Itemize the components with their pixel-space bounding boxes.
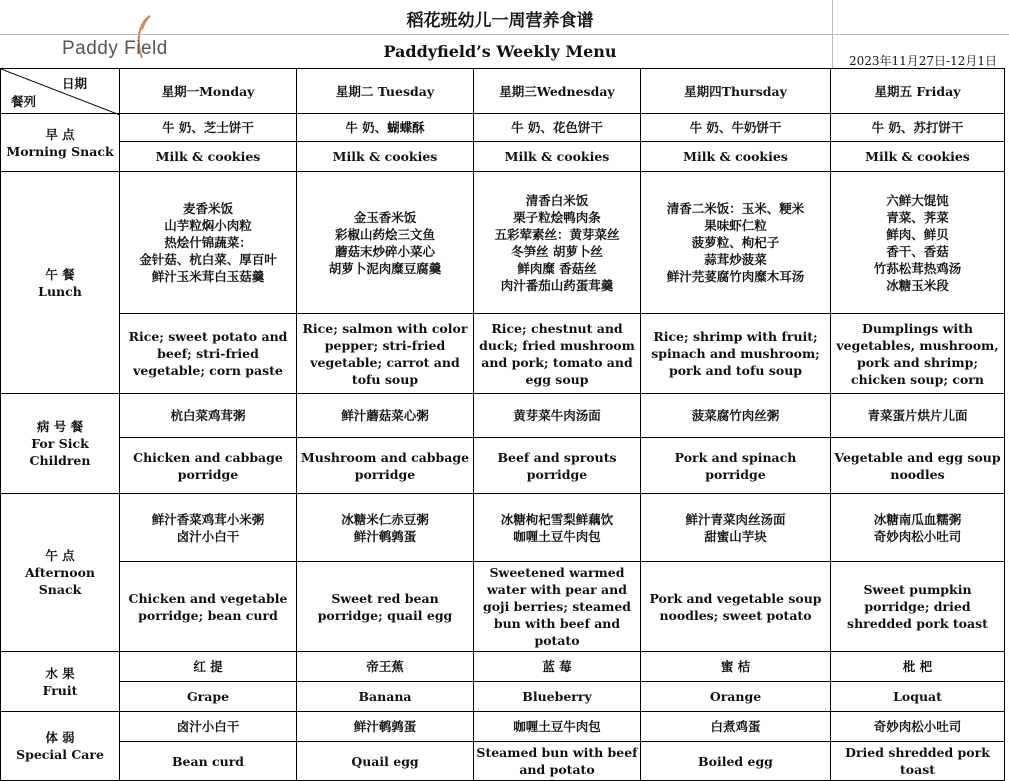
special-care-row bbox=[1, 712, 1005, 742]
menu-item-chinese: 奇妙肉松小吐司 bbox=[831, 712, 1005, 742]
menu-item-chinese: 清香二米饭：玉米、粳米 果味虾仁粒 菠萝粒、枸杞子 蒜茸炒菠菜 鲜汁芫荽腐竹肉糜木耳汤 bbox=[641, 172, 831, 314]
menu-item-english: Mushroom and cabbage porridge bbox=[297, 438, 474, 494]
day-header: 星期四Thursday bbox=[641, 69, 831, 114]
day-header: 星期五 Friday bbox=[831, 69, 1005, 114]
meal-label-chinese: 午 点 bbox=[45, 548, 75, 563]
day-header-row bbox=[1, 69, 1005, 114]
meal-label-chinese: 病 号 餐 bbox=[36, 419, 84, 434]
menu-item-english: Beef and sprouts porridge bbox=[474, 438, 641, 494]
menu-item-english: Milk & cookies bbox=[641, 142, 831, 172]
menu-item-english: Pork and vegetable soup noodles; sweet potato bbox=[641, 562, 831, 652]
meal-label-english: Special Care bbox=[16, 747, 104, 762]
lunch-row bbox=[1, 172, 1005, 314]
menu-item-chinese: 冰糖南瓜血糯粥 奇妙肉松小吐司 bbox=[831, 494, 1005, 562]
meal-label-chinese: 午 餐 bbox=[45, 266, 75, 282]
menu-item-chinese: 黄芽菜牛肉汤面 bbox=[474, 394, 641, 438]
menu-item-english: Chicken and vegetable porridge; bean curd bbox=[120, 562, 297, 652]
menu-item-english: Boiled egg bbox=[641, 742, 831, 781]
menu-item-chinese: 鲜汁蘑菇菜心粥 bbox=[297, 394, 474, 438]
menu-title-chinese: 稻花班幼儿一周营养食谱 bbox=[406, 11, 594, 31]
meal-label-cell bbox=[1, 652, 120, 712]
menu-item-english: Loquat bbox=[831, 682, 1005, 712]
menu-item-chinese: 鲜汁香菜鸡茸小米粥 卤汁小白干 bbox=[120, 494, 297, 562]
meal-label-cell bbox=[1, 114, 120, 172]
menu-item-english: Sweet pumpkin porridge; dried shredded pork toast bbox=[831, 562, 1005, 652]
meal-axis-label: 餐列 bbox=[11, 94, 37, 109]
menu-item-chinese: 冰糖米仁赤豆粥 鲜汁鹌鹑蛋 bbox=[297, 494, 474, 562]
fruit-row bbox=[1, 652, 1005, 682]
special-care-english-row bbox=[1, 742, 1005, 781]
menu-item-chinese: 青菜蛋片烘片儿面 bbox=[831, 394, 1005, 438]
menu-item-chinese: 牛 奶、芝士饼干 bbox=[120, 114, 297, 142]
meal-label-cell bbox=[1, 394, 120, 494]
menu-item-chinese: 牛 奶、苏打饼干 bbox=[831, 114, 1005, 142]
menu-item-english: Quail egg bbox=[297, 742, 474, 781]
menu-item-chinese: 杭白菜鸡茸粥 bbox=[120, 394, 297, 438]
day-header: 星期三Wednesday bbox=[474, 69, 641, 114]
afternoon-snack-english-row bbox=[1, 562, 1005, 652]
menu-item-english: Milk & cookies bbox=[120, 142, 297, 172]
menu-item-chinese: 蜜 桔 bbox=[641, 652, 831, 682]
menu-item-english: Orange bbox=[641, 682, 831, 712]
menu-item-chinese: 帝王蕉 bbox=[297, 652, 474, 682]
morning-snack-row bbox=[1, 114, 1005, 142]
menu-item-english: Rice; sweet potato and beef; stri-fried vegetable; corn paste bbox=[120, 314, 297, 394]
fruit-english-row bbox=[1, 682, 1005, 712]
menu-item-chinese: 六鲜大馄饨 青菜、荠菜 鲜肉、鲜贝 香干、香菇 竹荪松茸热鸡汤 冰糖玉米段 bbox=[831, 172, 1005, 314]
meal-label-english: Lunch bbox=[38, 283, 82, 299]
menu-item-chinese: 蓝 莓 bbox=[474, 652, 641, 682]
menu-item-english: Rice; chestnut and duck; fried mushroom and pork; tomato and egg soup bbox=[474, 314, 641, 394]
menu-item-english: Pork and spinach porridge bbox=[641, 438, 831, 494]
menu-item-english: Grape bbox=[120, 682, 297, 712]
menu-item-chinese: 清香白米饭 栗子粒烩鸭肉条 五彩荤素丝：黄芽菜丝 冬笋丝 胡萝卜丝 鲜肉糜 香菇丝 肉汁番茄山药蛋茸羹 bbox=[474, 172, 641, 314]
paddy-field-logo bbox=[56, 12, 186, 64]
sick-children-english-row bbox=[1, 438, 1005, 494]
date-range: 2023年11月27日-12月1日 bbox=[848, 54, 997, 68]
header-column-divider bbox=[832, 0, 833, 68]
sick-children-row bbox=[1, 394, 1005, 438]
menu-item-chinese: 鲜汁鹌鹑蛋 bbox=[297, 712, 474, 742]
meal-label-english: Fruit bbox=[42, 682, 78, 698]
menu-item-chinese: 牛 奶、牛奶饼干 bbox=[641, 114, 831, 142]
meal-label-chinese: 水 果 bbox=[45, 665, 75, 681]
menu-item-english: Bean curd bbox=[120, 742, 297, 781]
menu-item-english: Dried shredded pork toast bbox=[831, 742, 1005, 781]
logo-text: Paddy Field bbox=[62, 38, 168, 59]
menu-item-english: Vegetable and egg soup noodles bbox=[831, 438, 1005, 494]
menu-item-chinese: 菠菜腐竹肉丝粥 bbox=[641, 394, 831, 438]
day-header: 星期二 Tuesday bbox=[297, 69, 474, 114]
meal-label-cell bbox=[1, 172, 120, 394]
date-axis-label: 日期 bbox=[61, 76, 87, 91]
lunch-english-row bbox=[1, 314, 1005, 394]
morning-snack-english-row bbox=[1, 142, 1005, 172]
menu-item-english: Chicken and cabbage porridge bbox=[120, 438, 297, 494]
menu-item-english: Rice; shrimp with fruit; spinach and mushroom; pork and tofu soup bbox=[641, 314, 831, 394]
menu-item-english: Sweet red bean porridge; quail egg bbox=[297, 562, 474, 652]
menu-item-english: Rice; salmon with color pepper; stri-fried vegetable; carrot and tofu soup bbox=[297, 314, 474, 394]
header-divider bbox=[0, 34, 1009, 35]
menu-item-chinese: 红 提 bbox=[120, 652, 297, 682]
menu-item-english: Sweetened warmed water with pear and goji berries; steamed bun with beef and potato bbox=[474, 562, 641, 652]
meal-label-english: For Sick Children bbox=[29, 436, 91, 468]
meal-label-chinese: 体 弱 bbox=[45, 730, 75, 745]
meal-label-chinese: 早 点 bbox=[45, 126, 75, 142]
menu-header bbox=[0, 0, 1009, 68]
menu-item-english: Milk & cookies bbox=[297, 142, 474, 172]
weekly-menu-table bbox=[0, 68, 1005, 781]
day-header: 星期一Monday bbox=[120, 69, 297, 114]
menu-item-chinese: 卤汁小白干 bbox=[120, 712, 297, 742]
meal-label-cell bbox=[1, 494, 120, 652]
meal-label-english: Afternoon Snack bbox=[24, 565, 96, 597]
menu-item-english: Steamed bun with beef and potato bbox=[474, 742, 641, 781]
meal-label-english: Morning Snack bbox=[6, 143, 114, 159]
menu-title-english: Paddyfield’s Weekly Menu bbox=[383, 42, 617, 61]
menu-item-chinese: 鲜汁青菜肉丝汤面 甜蜜山芋块 bbox=[641, 494, 831, 562]
menu-item-english: Milk & cookies bbox=[474, 142, 641, 172]
menu-item-english: Banana bbox=[297, 682, 474, 712]
menu-item-chinese: 麦香米饭 山芋粒焖小肉粒 热烩什锦蔬菜： 金针菇、杭白菜、厚百叶 鲜汁玉米茸白玉菇羹 bbox=[120, 172, 297, 314]
menu-item-chinese: 咖喱土豆牛肉包 bbox=[474, 712, 641, 742]
afternoon-snack-row bbox=[1, 494, 1005, 562]
menu-item-english: Milk & cookies bbox=[831, 142, 1005, 172]
menu-item-chinese: 冰糖枸杞雪梨鲜藕饮 咖喱土豆牛肉包 bbox=[474, 494, 641, 562]
menu-item-english: Dumplings with vegetables, mushroom, pork and shrimp; chicken soup; corn bbox=[831, 314, 1005, 394]
meal-label-cell bbox=[1, 712, 120, 781]
menu-item-chinese: 牛 奶、花色饼干 bbox=[474, 114, 641, 142]
menu-item-chinese: 牛 奶、蝴蝶酥 bbox=[297, 114, 474, 142]
menu-item-english: Blueberry bbox=[474, 682, 641, 712]
menu-item-chinese: 金玉香米饭 彩椒山药烩三文鱼 蘑菇末炒碎小菜心 胡萝卜泥肉糜豆腐羹 bbox=[297, 172, 474, 314]
menu-item-chinese: 白煮鸡蛋 bbox=[641, 712, 831, 742]
table-corner-cell bbox=[1, 69, 120, 114]
menu-item-chinese: 枇 杷 bbox=[831, 652, 1005, 682]
